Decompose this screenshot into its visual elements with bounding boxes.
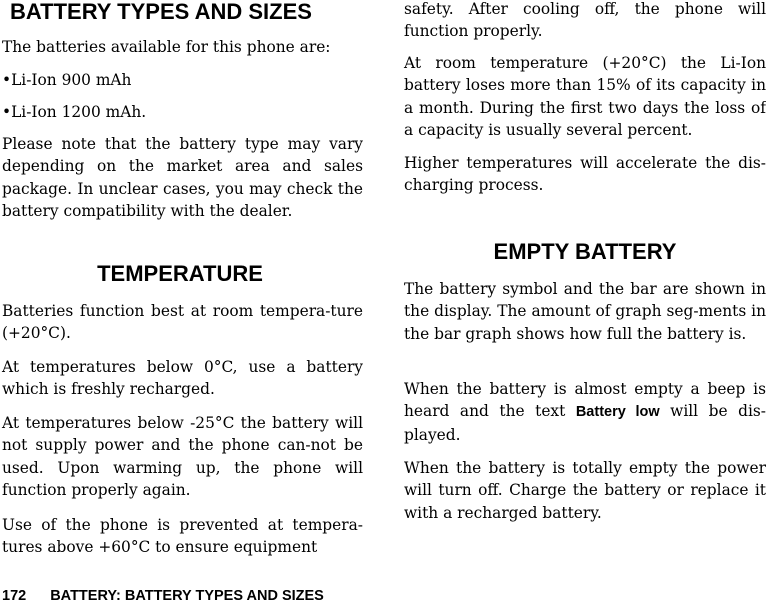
page-footer <box>2 587 324 605</box>
temperature-paragraph: At temperatures below -25°C the battery will not supply power and the phone can-not be used. Upon warming up, the phone will function properly again. <box>2 414 363 500</box>
list-item <box>2 101 363 123</box>
empty-battery-paragraph: When the battery is totally empty the power will turn off. Charge the battery or replace it with a recharged battery. <box>404 459 766 522</box>
capacity-paragraph: At room temperature (+20°C) the Li-Ion battery loses more than 15% of its capacity in a month. During the first two days the loss of a capacity is usually several percent. <box>404 54 766 140</box>
battery-option: Li-Ion 900 mAh <box>11 71 132 89</box>
section-heading-temperature: TEMPERATURE <box>97 261 263 286</box>
page-number: 172 <box>2 588 27 604</box>
battery-symbol-paragraph: The battery symbol and the bar are shown in the display. The amount of graph seg-ments in the bar graph shows how full the battery is. <box>404 280 766 343</box>
battery-option: Li-Ion 1200 mAh. <box>11 103 147 121</box>
bullet-icon: • <box>2 71 12 89</box>
continued-paragraph: safety. After cooling off, the phone will function properly. <box>404 0 766 41</box>
temperature-paragraph: Use of the phone is prevented at tempera-tures above +60°C to ensure equipment <box>2 516 363 557</box>
running-title: BATTERY: BATTERY TYPES AND SIZES <box>50 588 324 604</box>
compatibility-note: Please note that the battery type may vary depending on the market area and sales package. In unclear cases, you may check the battery compatibility with the dealer. <box>2 135 363 221</box>
section-heading-battery-types: BATTERY TYPES AND SIZES <box>10 0 312 24</box>
temperature-paragraph: Batteries function best at room tempera-ture (+20°C). <box>2 302 363 343</box>
temperature-paragraph: At temperatures below 0°C, use a battery which is freshly recharged. <box>2 358 363 399</box>
section-heading-empty-battery: EMPTY BATTERY <box>493 239 677 264</box>
intro-paragraph: The batteries available for this phone are: <box>2 38 331 56</box>
battery-low-paragraph: When the battery is almost empty a beep is heard and the text Battery low will be dis-played. <box>404 380 766 444</box>
discharge-paragraph: Higher temperatures will accelerate the dis-charging process. <box>404 154 766 195</box>
battery-low-term: Battery low <box>575 404 660 421</box>
list-item <box>2 69 363 91</box>
bullet-icon: • <box>2 103 12 121</box>
